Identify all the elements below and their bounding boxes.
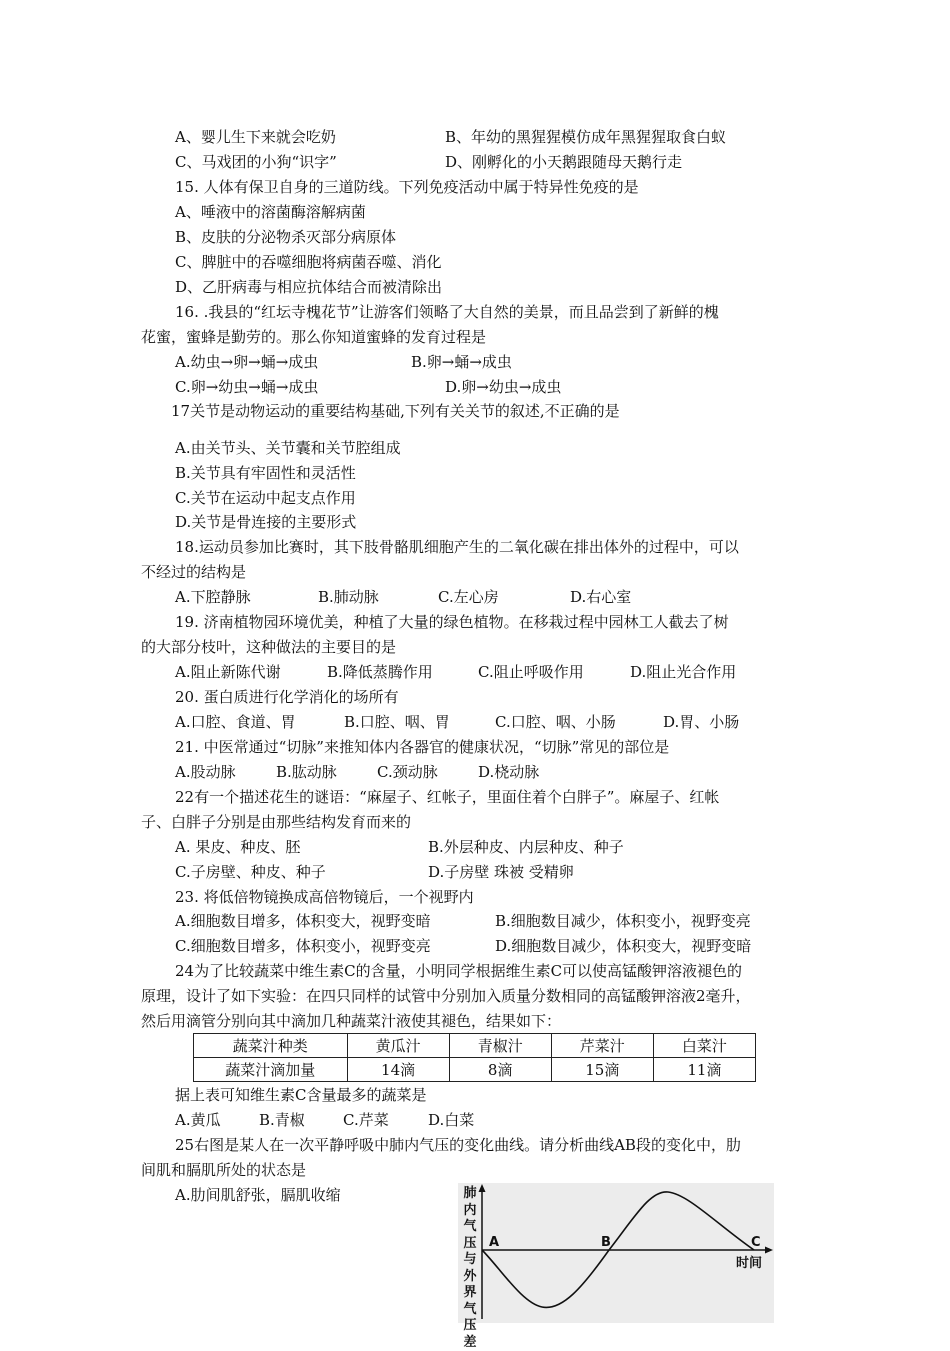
q16-stem-line1: 16. .我县的“红坛寺槐花节”让游客们领略了大自然的美景，而且品尝到了新鲜的槐 (175, 303, 719, 321)
vegetable-juice-table (193, 1033, 756, 1082)
q24-option-c: C.芹菜 (343, 1111, 389, 1129)
q18-option-c: C.左心房 (438, 588, 499, 606)
q14-option-c: C、马戏团的小狗“识字” (175, 153, 337, 171)
lung-pressure-graph (458, 1183, 774, 1323)
q18-stem-line2: 不经过的结构是 (141, 563, 247, 581)
q25-stem-line1: 25右图是某人在一次平静呼吸中肺内气压的变化曲线。请分析曲线AB段的变化中，肋 (175, 1136, 741, 1154)
q25-option-a: A.肋间肌舒张，膈肌收缩 (175, 1186, 341, 1204)
pressure-curve-svg (458, 1183, 774, 1323)
q22-option-c: C.子房壁、种皮、种子 (175, 863, 326, 881)
table-row (194, 1034, 756, 1058)
q24-question: 据上表可知维生素C含量最多的蔬菜是 (175, 1086, 427, 1104)
q21-option-b: B.肱动脉 (276, 763, 337, 781)
q21-option-d: D.桡动脉 (478, 763, 540, 781)
q21-stem: 21. 中医常通过“切脉”来推知体内各器官的健康状况，“切脉”常见的部位是 (175, 738, 670, 756)
q19-stem-line1: 19. 济南植物园环境优美，种植了大量的绿色植物。在移栽过程中园林工人截去了树 (175, 613, 729, 631)
q21-option-c: C.颈动脉 (377, 763, 438, 781)
table-cell: 15滴 (551, 1058, 653, 1082)
table-cell: 青椒汁 (449, 1034, 551, 1058)
q20-option-d: D.胃、小肠 (663, 713, 740, 731)
q19-stem-line2: 的大部分枝叶，这种做法的主要目的是 (141, 638, 397, 656)
q19-option-b: B.降低蒸腾作用 (327, 663, 433, 681)
table-cell: 11滴 (653, 1058, 755, 1082)
q24-stem-line2: 原理，设计了如下实验：在四只同样的试管中分别加入质量分数相同的高锰酸钾溶液2毫升， (141, 987, 751, 1005)
q21-option-a: A.股动脉 (175, 763, 236, 781)
q24-option-b: B.青椒 (259, 1111, 305, 1129)
table-cell: 白菜汁 (653, 1034, 755, 1058)
q15-option-c: C、脾脏中的吞噬细胞将病菌吞噬、消化 (175, 253, 442, 271)
table-header-cell: 蔬菜汁滴加量 (194, 1058, 348, 1082)
q16-option-a: A.幼虫→卵→蛹→成虫 (175, 353, 319, 371)
point-c-label: C (751, 1235, 761, 1250)
table-cell: 芹菜汁 (551, 1034, 653, 1058)
table-cell: 8滴 (449, 1058, 551, 1082)
q18-option-b: B.肺动脉 (318, 588, 379, 606)
y-axis-label: 肺内气压与外界气压差 (463, 1186, 477, 1350)
q24-option-a: A.黄瓜 (175, 1111, 221, 1129)
x-axis-label: 时间 (736, 1256, 763, 1271)
q15-option-d: D、乙肝病毒与相应抗体结合而被清除出 (175, 278, 443, 296)
q22-option-b: B.外层种皮、内层种皮、种子 (428, 838, 624, 856)
y-axis-arrow (479, 1184, 486, 1192)
q17-option-d: D.关节是骨连接的主要形式 (175, 513, 357, 531)
q16-option-d: D.卵→幼虫→成虫 (445, 378, 562, 396)
q20-option-b: B.口腔、咽、胃 (344, 713, 450, 731)
q25-stem-line2: 间肌和膈肌所处的状态是 (141, 1161, 307, 1179)
table-header-cell: 蔬菜汁种类 (194, 1034, 348, 1058)
q14-option-b: B、年幼的黑猩猩模仿成年黑猩猩取食白蚁 (445, 128, 727, 146)
point-a-label: A (489, 1235, 500, 1250)
q15-stem: 15. 人体有保卫自身的三道防线。下列免疫活动中属于特异性免疫的是 (175, 178, 639, 196)
q19-option-c: C.阻止呼吸作用 (478, 663, 584, 681)
q16-option-c: C.卵→幼虫→蛹→成虫 (175, 378, 319, 396)
q17-option-c: C.关节在运动中起支点作用 (175, 489, 356, 507)
q22-stem-line1: 22有一个描述花生的谜语：“麻屋子、红帐子，里面住着个白胖子”。麻屋子、红帐 (175, 788, 720, 806)
q23-option-b: B.细胞数目减少，体积变小，视野变亮 (495, 912, 751, 930)
q14-option-d: D、刚孵化的小天鹅跟随母天鹅行走 (445, 153, 683, 171)
q20-option-a: A.口腔、食道、胃 (175, 713, 296, 731)
q18-option-a: A.下腔静脉 (175, 588, 251, 606)
q20-stem: 20. 蛋白质进行化学消化的场所有 (175, 688, 399, 706)
q24-stem-line1: 24为了比较蔬菜中维生素C的含量，小明同学根据维生素C可以使高锰酸钾溶液褪色的 (175, 962, 743, 980)
q18-option-d: D.右心室 (570, 588, 632, 606)
q17-option-b: B.关节具有牢固性和灵活性 (175, 464, 356, 482)
q23-option-c: C.细胞数目增多，体积变小，视野变亮 (175, 937, 431, 955)
q23-option-d: D.细胞数目减少，体积变大，视野变暗 (495, 937, 752, 955)
q15-option-b: B、皮肤的分泌物杀灭部分病原体 (175, 228, 397, 246)
q19-option-d: D.阻止光合作用 (630, 663, 737, 681)
q22-stem-line2: 子、白胖子分别是由那些结构发育而来的 (141, 813, 412, 831)
q24-option-d: D.白菜 (428, 1111, 475, 1129)
q16-option-b: B.卵→蛹→成虫 (411, 353, 512, 371)
q17-option-a: A.由关节头、关节囊和关节腔组成 (175, 439, 401, 457)
q17-stem: 17关节是动物运动的重要结构基础,下列有关关节的叙述,不正确的是 (171, 402, 620, 420)
table-cell: 黄瓜汁 (347, 1034, 449, 1058)
q23-option-a: A.细胞数目增多，体积变大，视野变暗 (175, 912, 431, 930)
q23-stem: 23. 将低倍物镜换成高倍物镜后，一个视野内 (175, 888, 474, 906)
table-cell: 14滴 (347, 1058, 449, 1082)
q20-option-c: C.口腔、咽、小肠 (495, 713, 616, 731)
q22-option-d: D.子房壁 珠被 受精卵 (428, 863, 574, 881)
q14-option-a: A、婴儿生下来就会吃奶 (175, 128, 336, 146)
q15-option-a: A、唾液中的溶菌酶溶解病菌 (175, 203, 366, 221)
table-row (194, 1058, 756, 1082)
x-axis-arrow (765, 1247, 773, 1254)
q16-stem-line2: 花蜜，蜜蜂是勤劳的。那么你知道蜜蜂的发育过程是 (141, 328, 487, 346)
q18-stem-line1: 18.运动员参加比赛时，其下肢骨骼肌细胞产生的二氧化碳在排出体外的过程中，可以 (175, 538, 739, 556)
q19-option-a: A.阻止新陈代谢 (175, 663, 281, 681)
point-b-label: B (601, 1235, 611, 1250)
q24-stem-line3: 然后用滴管分别向其中滴加几种蔬菜汁液使其褪色，结果如下： (141, 1012, 562, 1030)
q22-option-a: A. 果皮、种皮、胚 (175, 838, 301, 856)
